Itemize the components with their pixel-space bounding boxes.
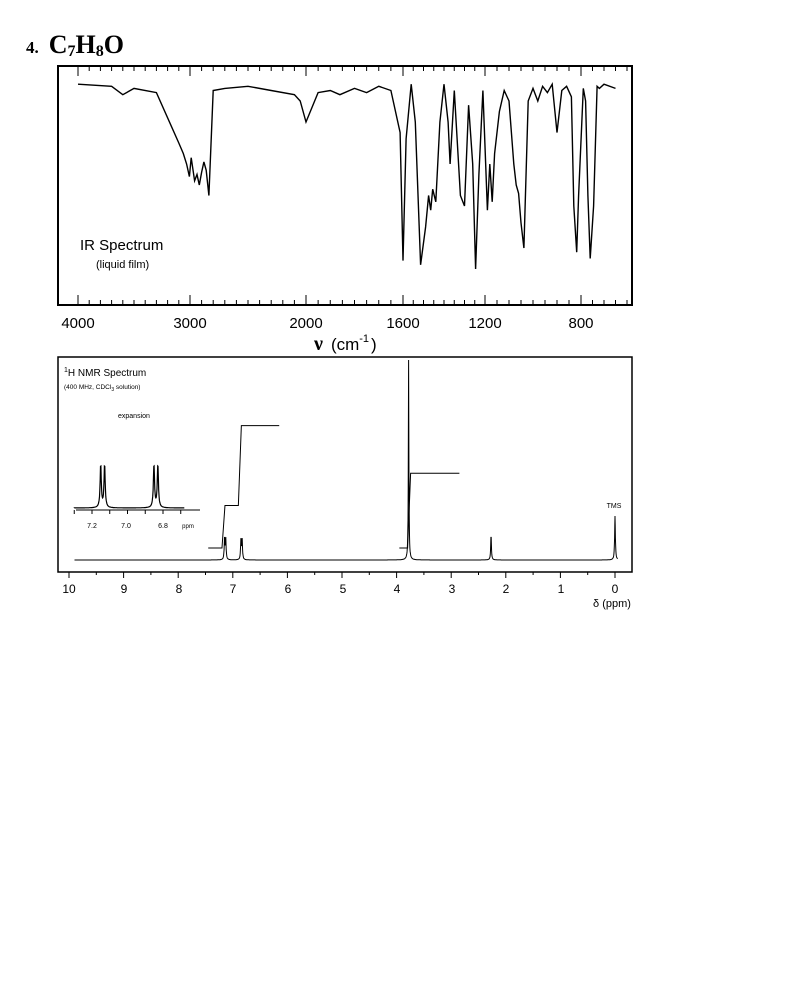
nmr-spectrum-trace [75, 360, 618, 560]
ir-x-axis-unit: (cm [330, 335, 360, 354]
ir-x-axis-label [313, 333, 377, 355]
formula-part: 7 [67, 43, 76, 60]
nmr-tick-label: 1 [557, 582, 565, 596]
ir-tick-labels [61, 315, 593, 332]
nmr-subtitle [64, 384, 140, 393]
nmr-title-prefix: 1 [64, 367, 68, 374]
nmr-tick-label: 6 [284, 582, 292, 596]
ir-tick-label: 3000 [173, 315, 207, 332]
ir-tick-label: 4000 [61, 315, 95, 332]
nmr-tms-label: TMS [606, 503, 622, 510]
nmr-subtitle-text: (400 MHz, CDCl [64, 384, 112, 391]
ir-x-axis-symbol: ν [314, 333, 323, 355]
nmr-expansion-tick-label: 7.2 [87, 523, 97, 530]
ir-tick-label: 1200 [468, 315, 502, 332]
nmr-tick-label: 10 [62, 582, 76, 596]
nmr-frame [58, 357, 632, 572]
nmr-subtitle-sub: 3 [111, 387, 115, 393]
ir-tick-label: 2000 [289, 315, 323, 332]
ir-x-axis-close: ) [371, 335, 377, 354]
problem-number: 4. [26, 38, 39, 57]
formula-part: 8 [95, 43, 104, 60]
ir-tick-label: 800 [568, 315, 594, 332]
nmr-tick-label: 2 [502, 582, 510, 596]
nmr-tick-label: 8 [175, 582, 183, 596]
nmr-expansion-tick-label: ppm [182, 524, 194, 530]
nmr-tick-label: 4 [393, 582, 401, 596]
formula-part: C [48, 30, 68, 59]
ir-title: IR Spectrum [80, 237, 164, 254]
nmr-expansion-label: expansion [118, 413, 150, 420]
nmr-integral-aromatic [208, 426, 279, 548]
nmr-tick-label: 5 [339, 582, 347, 596]
nmr-expansion-ticks [74, 510, 181, 514]
nmr-tick-labels [62, 582, 618, 596]
nmr-title-text: H NMR Spectrum [67, 368, 147, 379]
ir-x-axis-exp: -1 [359, 333, 370, 345]
nmr-x-axis-label: δ (ppm) [593, 598, 631, 610]
ir-tick-label: 1600 [386, 315, 420, 332]
formula-part: H [75, 30, 96, 59]
nmr-subtitle-end: solution) [114, 384, 141, 391]
nmr-tick-label: 9 [120, 582, 128, 596]
nmr-expansion-trace [74, 466, 184, 508]
nmr-tick-label: 3 [448, 582, 456, 596]
nmr-tick-marks [69, 572, 615, 578]
nmr-expansion-tick-label: 6.8 [158, 523, 168, 530]
nmr-tick-label: 0 [611, 582, 619, 596]
nmr-expansion-tick-label: 7.0 [121, 523, 131, 530]
ir-subtitle: (liquid film) [96, 259, 150, 271]
nmr-tick-label: 7 [229, 582, 237, 596]
formula-part: O [103, 30, 124, 59]
nmr-title [64, 367, 146, 379]
